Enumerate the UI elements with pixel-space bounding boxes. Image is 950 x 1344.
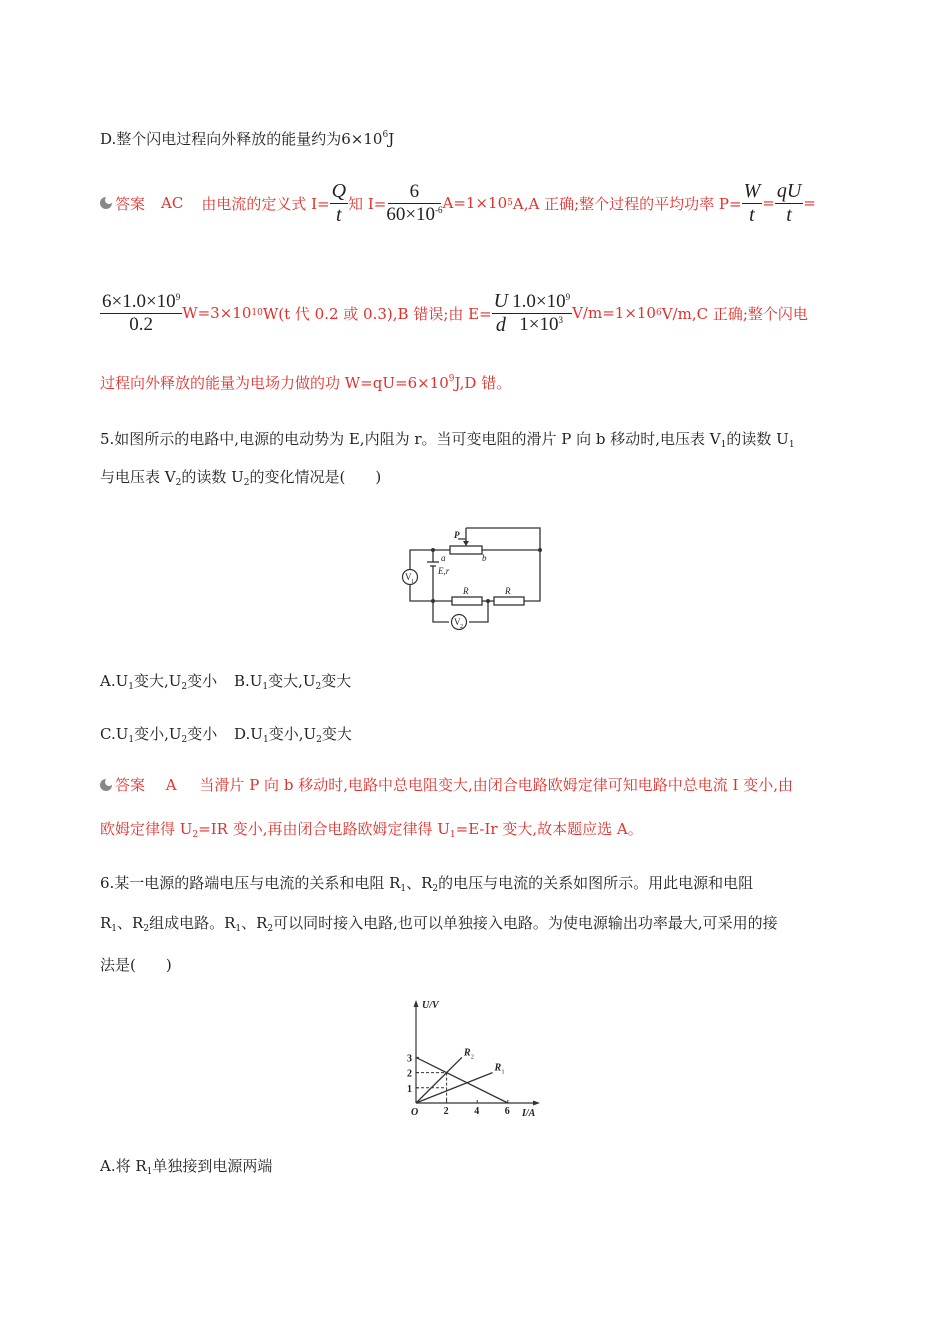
answer-icon — [100, 779, 112, 791]
y-tick-label: 2 — [407, 1068, 412, 1080]
answer-5-line-1: 答案 A 当滑片 P 向 b 移动时,电路中总电阻变大,由闭合电路欧姆定律可知电路中总电流 I 变小,由 — [100, 774, 793, 795]
series-line-R2 — [416, 1057, 462, 1103]
option-d-text: D.整个闪电过程向外释放的能量约为6×10 — [100, 130, 383, 148]
svg-text:2: 2 — [460, 624, 463, 630]
question-5-line-2: 与电压表 $V_2$的读数 $U_2$的变化情况是( ) — [100, 468, 382, 488]
label-b: b — [482, 553, 487, 563]
fraction-qu-over-t: $\frac{qU}{t}$ — [776, 179, 802, 226]
y-axis-label: U/V — [422, 1000, 439, 1011]
circuit-diagram — [398, 522, 548, 634]
answer-letter: AC — [161, 194, 184, 212]
fraction-q-over-t: $\frac{Q}{t}$ — [331, 179, 347, 226]
series-label-R2: R — [463, 1047, 471, 1059]
question-5-options-ab — [100, 670, 351, 692]
rheostat — [450, 546, 482, 554]
label-er: E,r — [438, 566, 450, 576]
x-axis-label: I/A — [522, 1108, 536, 1119]
node — [486, 599, 490, 603]
question-6-line-3: 法是( ) — [100, 956, 172, 974]
y-axis-arrow — [414, 1000, 419, 1007]
answer-5-line-2: 欧姆定律得 $U_2=IR$ 变小,再由闭合电路欧姆定律得 $U_1=E-Ir$ 变大,故本题应选 A。 — [100, 820, 643, 840]
answer-4-line-2: $\frac{6\times 1.0\times 10^9}{0.2}$ W=3×10 10 W(t 代 0.2 或 0.3),B 错误;由 E= $\frac{U}{d}$ $\frac{1.0\times 10^9}{1\times 10^3}$ V/m=1×10 6 V/m,C 正确;整个闪电 — [102, 289, 808, 336]
v1-label: V — [405, 572, 412, 582]
fraction-w-over-t: $\frac{W}{t}$ — [743, 179, 761, 226]
label-r1: R — [463, 586, 469, 596]
label-p: P — [454, 530, 460, 540]
y-tick-label: 1 — [407, 1083, 412, 1095]
x-tick-label: 2 — [443, 1106, 449, 1117]
v2-label: V — [454, 617, 461, 627]
question-6-option-a: A.将 $R_1$单独接到电源两端 — [100, 1157, 273, 1177]
fraction-field: $\frac{1.0\times 10^9}{1\times 10^3}$ — [512, 290, 571, 335]
label-a: a — [441, 553, 446, 563]
series-label-sub-R2: 2 — [470, 1054, 474, 1061]
option-d: D.整个闪电过程向外释放的能量约为$6\times 10^6J$ — [100, 130, 395, 148]
answer-4-line-3: 过程向外释放的能量为电场力做的功 $W=qU=6\times 10^9J,D$ 错。 — [100, 374, 512, 392]
y-tick-label: 3 — [407, 1053, 412, 1065]
answer-4-line-1: 答案 AC 由电流的定义式 I= $\frac{Q}{t}$ 知 I= $\frac{6}{60\times 10^{-6}}$ A=1×10 5 A,A 正确;整个过程的平均功率 P= $\frac{W}{t}$ = $\frac{qU}{t}$ = — [100, 180, 816, 226]
option-d-q5: $D.U_1$变小$,U_2$变大 — [234, 725, 352, 745]
question-6-line-2: $R_1$、$R_2$组成电路。$R_1$、$R_2$可以同时接入电路,也可以单独接入电路。为使电源输出功率最大,可采用的接 — [100, 914, 778, 934]
slider-arrow — [463, 541, 469, 546]
node — [431, 548, 435, 552]
answer-icon — [100, 197, 112, 209]
answer-label: 答案 — [115, 194, 146, 213]
series-label-R1: R — [494, 1062, 502, 1074]
option-a: $A.U_1$变大$,U_2$变小 — [100, 672, 218, 692]
fraction-u-over-d: $\frac{U}{d}$ — [493, 289, 509, 336]
resistor-1 — [452, 597, 482, 605]
x-tick-label: 6 — [504, 1106, 510, 1117]
option-b: $B.U_1$变大$,U_2$变大 — [233, 672, 352, 692]
svg-text:1: 1 — [411, 579, 414, 585]
option-c: $C.U_1$变小$,U_2$变小 — [100, 725, 218, 745]
fraction-energy: $\frac{6\times 1.0\times 10^9}{0.2}$ — [102, 290, 181, 335]
label-r2: R — [505, 586, 511, 596]
u-i-chart — [398, 996, 546, 1120]
origin-label: O — [411, 1107, 419, 1118]
question-5-options-cd — [100, 723, 352, 745]
node — [538, 548, 542, 552]
fraction-6-over-60e-6: $\frac{6}{60\times 10^{-6}}$ — [386, 180, 443, 225]
x-axis-arrow — [533, 1101, 540, 1106]
question-5-line-1: 5.如图所示的电路中,电源的电动势为 E,内阻为 r。当可变电阻的滑片 P 向 b 移动时,电压表 $V_1$的读数 $U_1$ — [100, 430, 795, 450]
x-tick-label: 4 — [474, 1106, 480, 1117]
series-label-sub-R1: 1 — [501, 1069, 505, 1076]
node — [431, 599, 435, 603]
resistor-2 — [494, 597, 524, 605]
question-6-line-1: 6.某一电源的路端电压与电流的关系和电阻 $R_1$、$R_2$的电压与电流的关系如图所示。用此电源和电阻 — [100, 874, 754, 894]
